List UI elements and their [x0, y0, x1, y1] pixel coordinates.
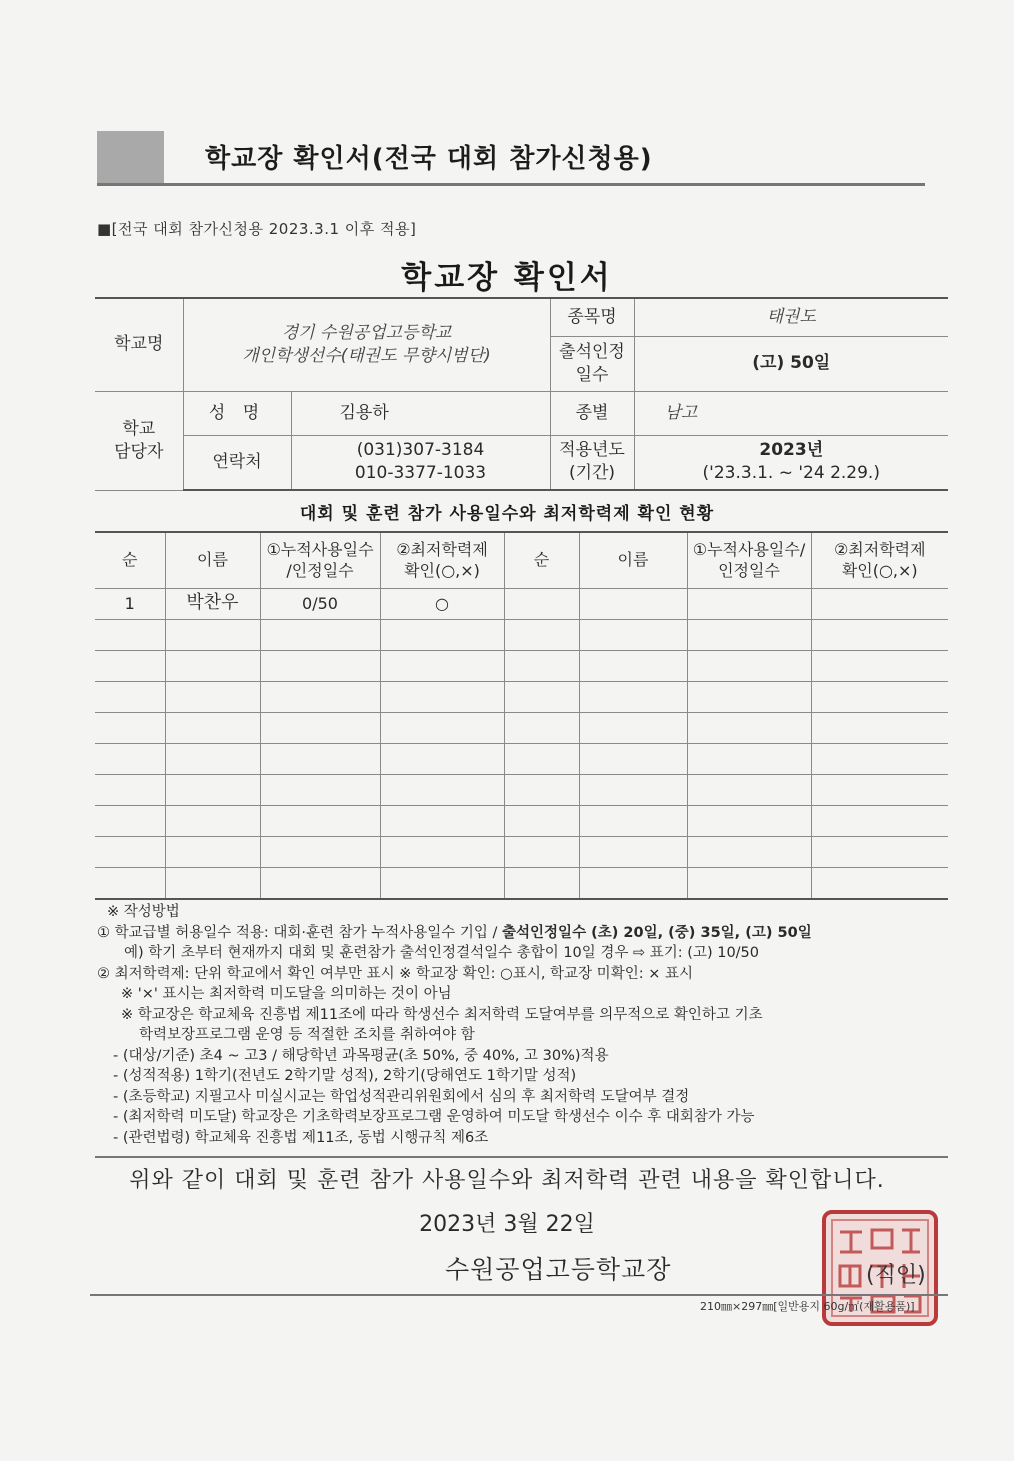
note-2: ② 최저학력제: 단위 학교에서 확인 여부만 표시 ※ 학교장 확인: ○표시, 학교장 미확인: × 표시	[97, 965, 693, 982]
note-4: ※ 학교장은 학교체육 진흥법 제11조에 따라 학생선수 최저학력 도달여부를 의무적으로 확인하고 기초	[121, 1006, 763, 1023]
year-value-period: ('23.3.1. ~ '24 2.29.)	[702, 463, 880, 484]
note-1-bold: 출석인정일수 (초) 20일, (중) 35일, (고) 50일	[502, 924, 812, 941]
table-row	[95, 681, 948, 712]
year-label-line1: 적용년도	[559, 440, 625, 461]
info-table	[95, 297, 948, 491]
contact-phone: (031)307-3184	[356, 440, 485, 461]
year-label-line2: (기간)	[568, 463, 616, 484]
footer-divider	[90, 1294, 948, 1296]
row1-right-name	[579, 588, 687, 619]
header-days-left-line2: /인정일수	[286, 561, 354, 581]
detail-4: - (최저학력 미도달) 학교장은 기초학력보장프로그램 운영하여 미도달 학생선수 이수 후 대회참가 가능	[113, 1109, 755, 1125]
principal-name: 수원공업고등학교장	[445, 1255, 672, 1284]
table-row	[95, 712, 948, 743]
contact-value	[291, 435, 550, 490]
row1-days: 0/50	[260, 588, 380, 619]
table-row	[95, 743, 948, 774]
header-title: 학교장 확인서(전국 대회 참가신청용)	[205, 144, 653, 174]
attendance-label-line2: 일수	[575, 364, 609, 385]
contact-label: 연락처	[183, 435, 291, 490]
issue-date: 2023년 3월 22일	[419, 1212, 595, 1237]
note-1	[97, 923, 957, 944]
name-label: 성 명	[183, 391, 291, 435]
confirmation-text: 위와 같이 대회 및 훈련 참가 사용일수와 최저학력 관련 내용을 확인합니다.	[129, 1168, 885, 1193]
header-check-left	[380, 532, 504, 588]
header-underline	[97, 183, 925, 186]
manager-label-line2: 담당자	[114, 441, 164, 462]
note-1-text: ① 학교급별 허용일수 적용: 대회·훈련 참가 누적사용일수 기입 /	[97, 924, 503, 941]
school-line1: 경기 수원공업고등학교	[281, 322, 452, 343]
table-row	[95, 619, 948, 650]
header-no-left: 순	[95, 532, 165, 588]
document-title: 학교장 확인서	[401, 260, 613, 296]
row1-name: 박찬우	[165, 588, 260, 619]
row1-check: ○	[380, 588, 504, 619]
header-check-left-line2: 확인(○,×)	[404, 561, 480, 581]
table-row	[95, 588, 948, 619]
attendance-label-line1: 출석인정	[559, 341, 625, 362]
year-value-year: 2023년	[759, 440, 824, 461]
seal-label: (직인)	[866, 1263, 926, 1288]
row1-no: 1	[95, 588, 165, 619]
name-value: 김용하	[291, 391, 550, 435]
applies-note: ■[전국 대회 참가신청용 2023.3.1 이후 적용]	[97, 220, 417, 238]
note-1-example: 예) 학기 초부터 현재까지 대회 및 훈련참가 출석인정결석일수 총합이 10일 경우 ⇨ 표기: (고) 10/50	[124, 945, 760, 961]
year-label	[550, 435, 634, 490]
school-line2: 개인학생선수(태권도 무향시범단)	[242, 345, 491, 366]
sport-label: 종목명	[550, 298, 634, 336]
table-row	[95, 774, 948, 805]
manager-label	[95, 391, 183, 490]
section-title: 대회 및 훈련 참가 사용일수와 최저학력제 확인 현황	[299, 504, 715, 524]
paper-spec: 210㎜×297㎜[일반용지 60g/㎡(재활용품)]	[700, 1300, 915, 1313]
header-check-left-line1: ②최저학력제	[396, 539, 488, 559]
header-gray-block	[97, 131, 164, 186]
gender-value: 남고	[634, 391, 948, 435]
header-days-left	[260, 532, 380, 588]
detail-1: - (대상/기준) 초4 ~ 고3 / 해당학년 과목평균(초 50%, 중 40%, 고 30%)적용	[113, 1047, 609, 1064]
sport-value: 태권도	[634, 298, 948, 336]
detail-2: - (성적적용) 1학기(전년도 2학기말 성적), 2학기(당해연도 1학기말 성적)	[113, 1068, 577, 1084]
header-no-right: 순	[504, 532, 579, 588]
detail-3: - (초등학교) 지필고사 미실시교는 학업성적관리위원회에서 심의 후 최저학력 도달여부 결정	[113, 1088, 690, 1105]
notes-divider	[95, 1156, 948, 1158]
attendance-value: (고) 50일	[634, 336, 948, 391]
header-check-right-line1: ②최저학력제	[833, 539, 926, 559]
table-row	[95, 836, 948, 867]
notes-title: ※ 작성방법	[107, 904, 180, 920]
header-days-right-line1: ①누적사용일수/	[692, 539, 806, 559]
header-check-right	[811, 532, 948, 588]
table-row	[95, 867, 948, 899]
row1-right-days	[687, 588, 811, 619]
note-3: ※ '×' 표시는 최저학력 미도달을 의미하는 것이 아님	[121, 986, 452, 1002]
school-label: 학교명	[95, 298, 183, 391]
gender-label: 종별	[550, 391, 634, 435]
contact-mobile: 010-3377-1033	[354, 463, 487, 484]
header-days-left-line1: ①누적사용일수	[266, 539, 374, 559]
participation-table	[95, 531, 948, 900]
instructions	[97, 902, 957, 1148]
header-name-left: 이름	[165, 532, 260, 588]
table-row	[95, 805, 948, 836]
header-days-right-line2: 인정일수	[718, 561, 780, 581]
header-days-right	[687, 532, 811, 588]
row1-right-check	[811, 588, 948, 619]
detail-5: - (관련법령) 학교체육 진흥법 제11조, 동법 시행규칙 제6조	[113, 1129, 489, 1146]
table-row	[95, 650, 948, 681]
row1-right-no	[504, 588, 579, 619]
note-5: 학력보장프로그램 운영 등 적절한 조치를 취하여야 함	[139, 1027, 475, 1043]
header-name-right: 이름	[579, 532, 687, 588]
header-check-right-line2: 확인(○,×)	[841, 561, 918, 581]
attendance-label	[550, 336, 634, 391]
year-value	[634, 435, 948, 490]
manager-label-line1: 학교	[122, 418, 156, 439]
school-name-cell	[183, 298, 550, 391]
